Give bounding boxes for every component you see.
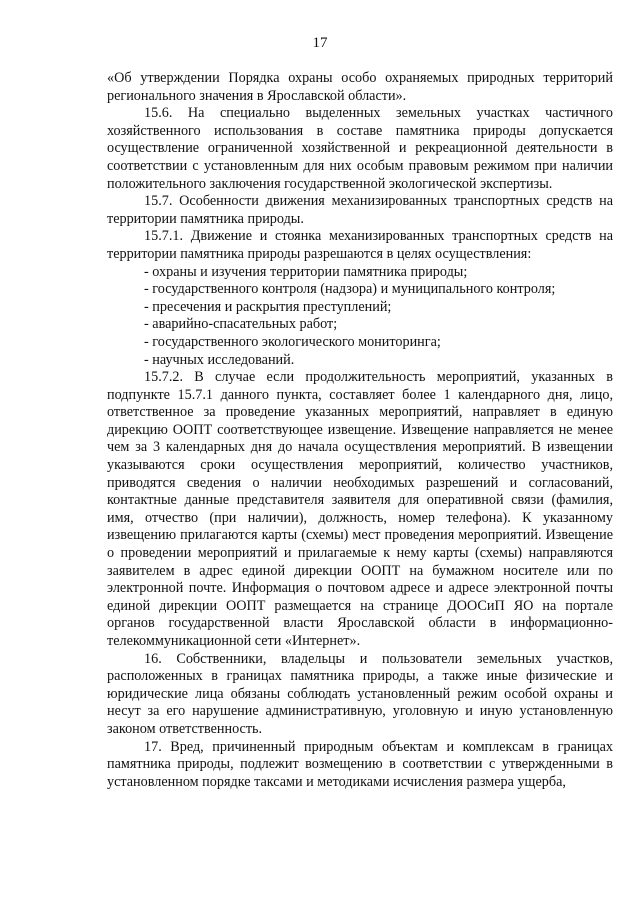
paragraph-15-7-2: 15.7.2. В случае если продолжительность мероприятий, указанных в подпункте 15.7.1 данного пункта, составляет более 1 календарного дня, лицо, ответственное за проведение указанных мероприятий, направляет в единую дирекцию ООПТ соответствующее извещение. Извещение направляется не менее чем за 3 календарных дня до начала осуществления мероприятий. В извещении указываются сроки осуществления мероприятий, количество участников, приводятся сведения о наличии необходимых разрешений и согласований, контактные данные представителя заявителя для оперативной связи (фамилия, имя, отчество (при наличии), должность, номер телефона). К указанному извещению прилагаются карты (схемы) мест проведения мероприятий. Извещение о проведении мероприятий и прилагаемые к нему карты (схемы) направляются заявителем в адрес единой дирекции ООПТ на бумажном носителе или по электронной почте. Информация о почтовом адресе и адресе электронной почты единой дирекции ООПТ размещается на странице ДООСиП ЯО на портале органов государственной власти Ярославской области в информационно-телекоммуникационной сети «Интернет».	[107, 369, 613, 649]
paragraph-15-6: 15.6. На специально выделенных земельных участках частичного хозяйственного использования в составе памятника природы допускается осуществление ограниченной хозяйственной и рекреационной деятельности в соответствии с установленным для них особым правовым режимом при наличии положительного заключения государственной экологической экспертизы.	[107, 105, 613, 192]
paragraph-16: 16. Собственники, владельцы и пользователи земельных участков, расположенных в границах памятника природы, а также иные физические и юридические лица обязаны соблюдать установленный режим особой охраны и несут за его нарушение административную, уголовную и иную установленную законом ответственность.	[107, 650, 613, 737]
list-item: - государственного экологического мониторинга;	[107, 334, 613, 352]
page-number: 17	[312, 35, 328, 51]
list-item: - государственного контроля (надзора) и муниципального контроля;	[107, 281, 613, 299]
paragraph-15-7-1: 15.7.1. Движение и стоянка механизированных транспортных средств на территории памятника природы разрешаются в целях осуществления:	[107, 228, 613, 262]
list-item: - аварийно-спасательных работ;	[107, 316, 613, 334]
document-body	[107, 70, 613, 791]
list-item: - охраны и изучения территории памятника природы;	[107, 264, 613, 282]
list-item: - пресечения и раскрытия преступлений;	[107, 299, 613, 317]
paragraph-17: 17. Вред, причиненный природным объектам и комплексам в границах памятника природы, подлежит возмещению в соответствии с утвержденными в установленном порядке таксами и методиками исчисления размера ущерба,	[107, 738, 613, 790]
paragraph-15-7: 15.7. Особенности движения механизированных транспортных средств на территории памятника природы.	[107, 193, 613, 227]
purposes-list	[107, 264, 613, 370]
list-item: - научных исследований.	[107, 352, 613, 370]
paragraph-intro: «Об утверждении Порядка охраны особо охраняемых природных территорий регионального значения в Ярославской области».	[107, 70, 613, 104]
